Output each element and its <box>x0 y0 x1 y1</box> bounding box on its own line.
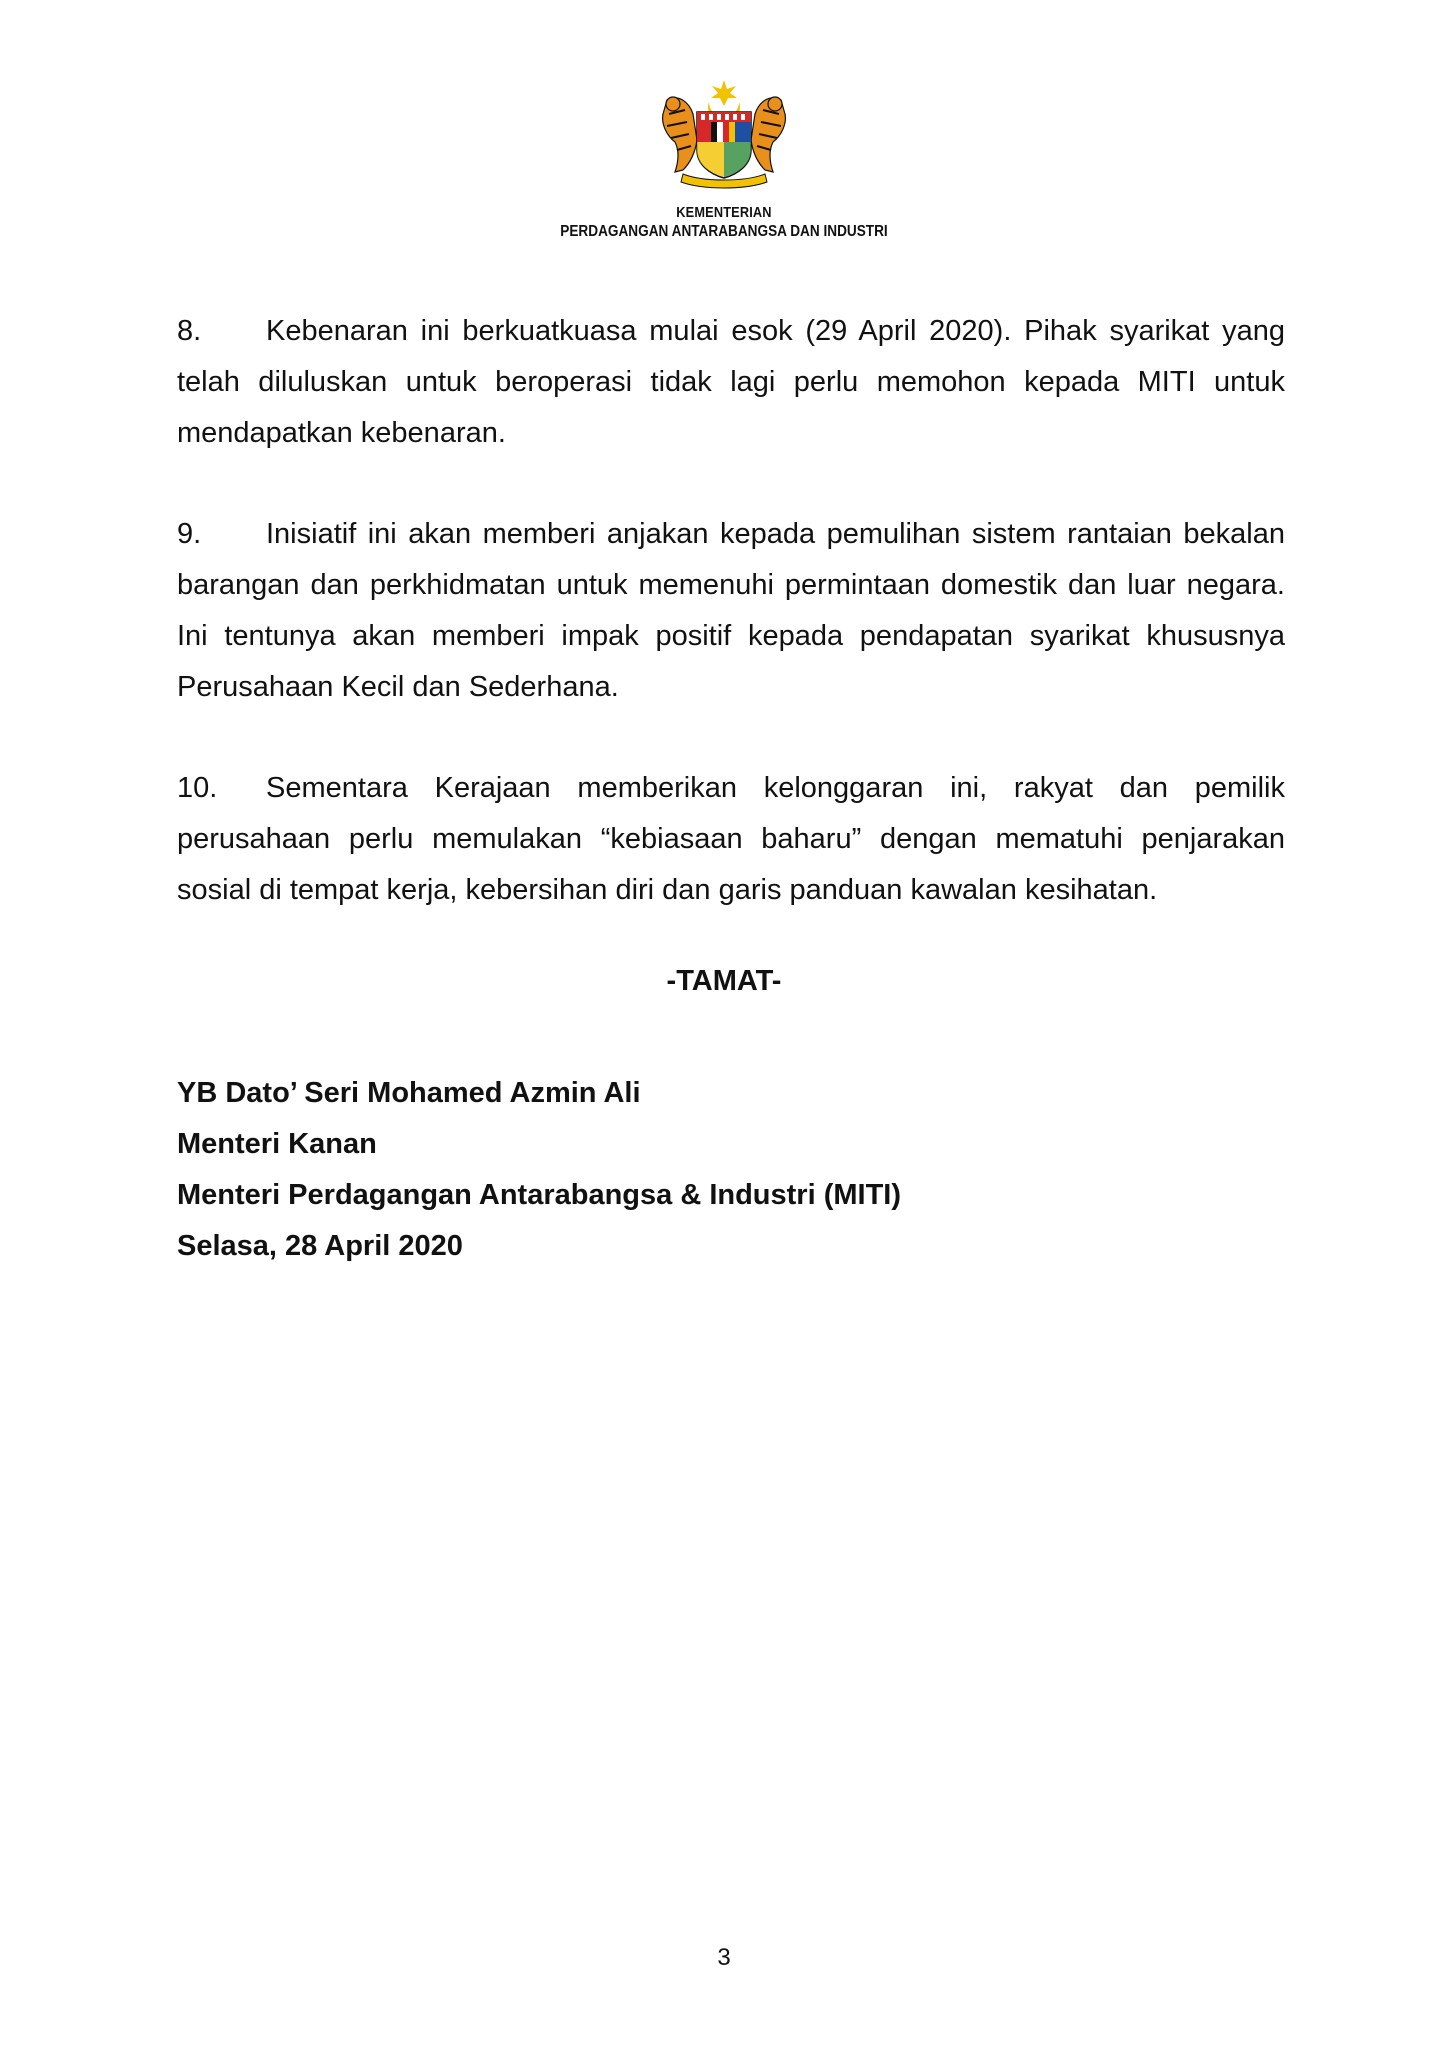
paragraph-text: Kebenaran ini berkuatkuasa mulai esok (29 April 2020). Pihak syarikat yang telah diluluskan untuk beroperasi tidak lagi perlu memohon kepada MITI untuk mendapatkan kebenaran. <box>177 315 1285 449</box>
paragraph-9 <box>177 509 1285 713</box>
paragraph-number: 8. <box>177 315 202 347</box>
ministry-title-line1: KEMENTERIAN <box>676 204 772 221</box>
press-statement-body <box>177 306 1285 966</box>
paragraph-number: 9. <box>177 518 202 550</box>
minister-name: YB Dato’ Seri Mohamed Azmin Ali <box>177 1077 641 1109</box>
paragraph-text: Sementara Kerajaan memberikan kelonggaran ini, rakyat dan pemilik perusahaan perlu memulakan “kebiasaan baharu” dengan mematuhi penjarakan sosial di tempat kerja, kebersihan diri dan garis panduan kawalan kesihatan. <box>177 772 1285 906</box>
paragraph-number: 10. <box>177 772 218 804</box>
statement-date: Selasa, 28 April 2020 <box>177 1230 463 1262</box>
ministry-title-line2: PERDAGANGAN ANTARABANGSA DAN INDUSTRI <box>560 223 888 240</box>
paragraph-10 <box>177 763 1285 916</box>
page-number: 3 <box>717 1944 731 1971</box>
minister-title-2: Menteri Perdagangan Antarabangsa & Industri (MITI) <box>177 1179 902 1211</box>
minister-title-1: Menteri Kanan <box>177 1128 377 1160</box>
letterhead <box>0 80 1448 242</box>
paragraph-8 <box>177 306 1285 459</box>
coat-of-arms-logo <box>649 80 799 190</box>
signature-block <box>177 1068 901 1272</box>
end-marker: -TAMAT- <box>666 965 782 997</box>
paragraph-text: Inisiatif ini akan memberi anjakan kepada pemulihan sistem rantaian bekalan barangan dan perkhidmatan untuk memenuhi permintaan domestik dan luar negara. Ini tentunya akan memberi impak positif kepada pendapatan syarikat khususnya Perusahaan Kecil dan Sederhana. <box>177 518 1285 703</box>
